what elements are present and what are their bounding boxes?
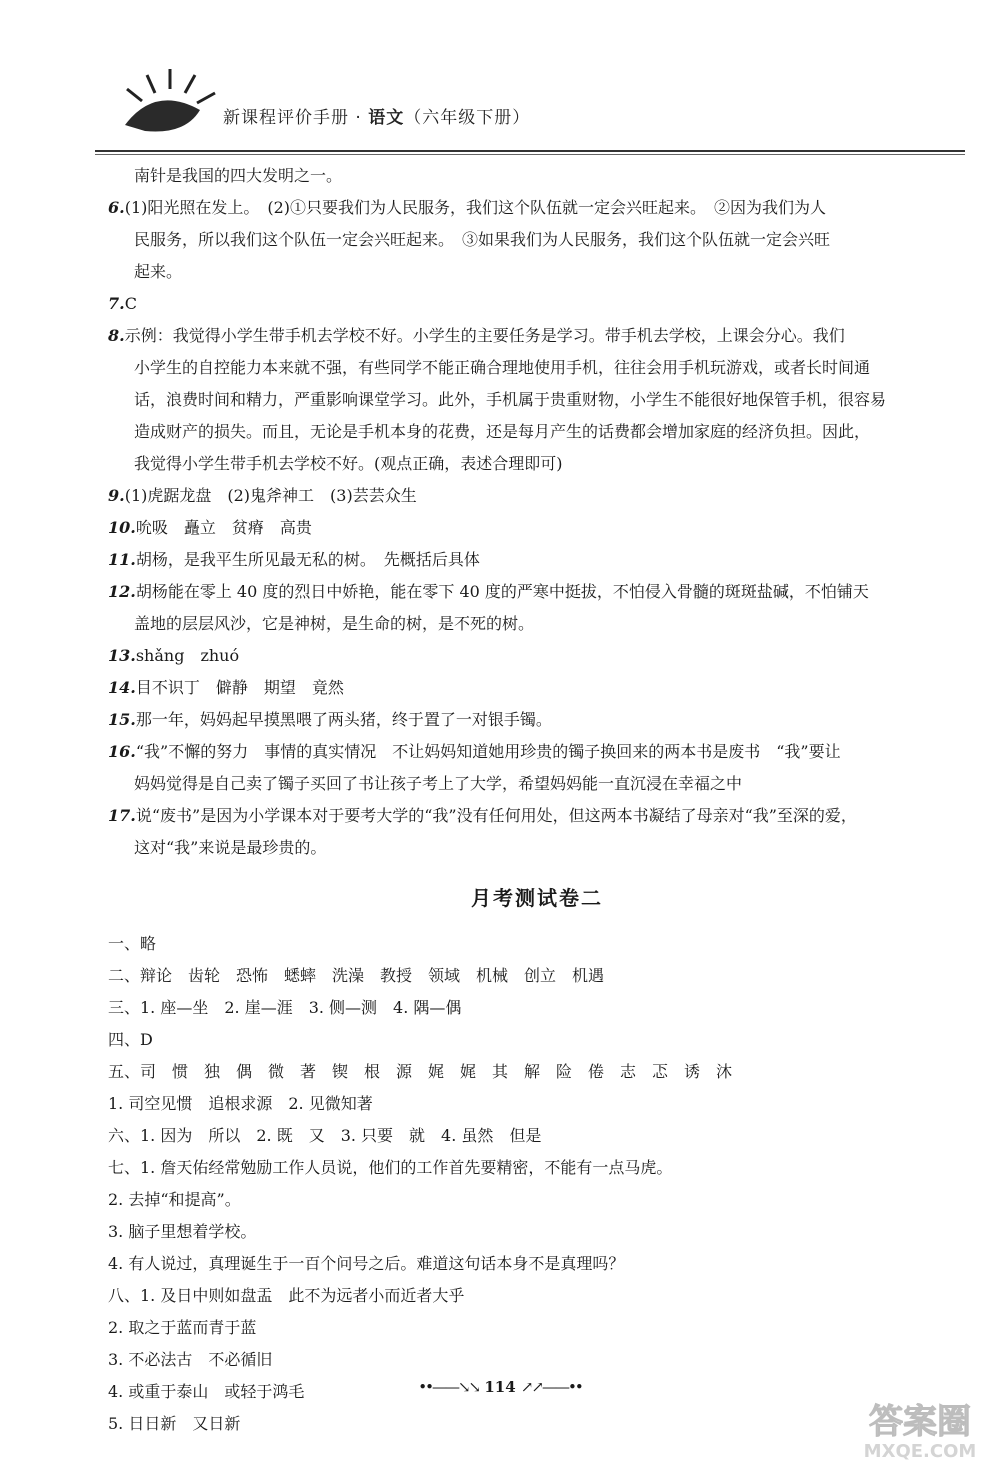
answer-text: 小学生的自控能力本来就不强，有些同学不能正确合理地使用手机，往往会用手机玩游戏，或者长时间通 [134,358,871,377]
answer-text: 四、D [108,1030,153,1049]
section-title: 月考测试卷二 [471,886,603,910]
watermark-text-bottom: MXQE.COM [863,1441,977,1462]
footer-deco-left: ••——↘↘ [418,1378,480,1396]
answer-text: 起来。 [134,262,183,281]
answer-content [108,160,966,1440]
question-number: 8. [108,326,125,345]
question-number: 6. [108,198,125,217]
answer-line [108,224,966,256]
answer-text: 4. 或重于泰山 或轻于鸿毛 [108,1382,305,1401]
question-number: 7. [108,294,125,313]
answer-line [108,1024,966,1056]
answer-line [108,256,966,288]
answer-line [108,800,966,832]
answer-line [108,352,966,384]
answer-line [108,704,966,736]
answer-text: 2. 去掉“和提高”。 [108,1190,241,1209]
header-subject: 语文 [368,108,405,128]
answer-text: 3. 脑子里想着学校。 [108,1222,257,1241]
page-footer [0,1378,1000,1396]
answer-line [108,1056,966,1088]
header-title-prefix: 新课程评价手册 · [223,108,369,128]
answer-line [108,960,966,992]
question-number: 11. [108,550,136,569]
answer-text: 五、司 惯 独 偶 微 著 锲 根 源 娓 娓 其 解 险 倦 志 忑 诱 沐 [108,1062,733,1081]
answer-line [108,1120,966,1152]
answer-text: 5. 日日新 又日新 [108,1414,241,1433]
question-number: 16. [108,742,136,761]
answer-line [108,832,966,864]
answer-text: 示例：我觉得小学生带手机去学校不好。小学生的主要任务是学习。带手机去学校，上课会分心。我们 [124,326,845,345]
answer-text: 二、辩论 齿轮 恐怖 蟋蟀 洗澡 教授 领域 机械 创立 机遇 [108,966,605,985]
question-number: 14. [108,678,136,697]
answer-text: 胡杨，是我平生所见最无私的树。 先概括后具体 [135,550,480,569]
answer-line [108,1312,966,1344]
header-title [223,103,530,128]
answer-text: 1. 司空见惯 追根求源 2. 见微知著 [108,1094,373,1113]
answer-text: 南针是我国的四大发明之一。 [134,166,343,185]
footer-deco-right: ↗↗——•• [520,1378,582,1396]
answer-line [108,576,966,608]
answer-line [108,1248,966,1280]
answer-line [108,544,966,576]
answer-text: 民服务，所以我们这个队伍一定会兴旺起来。 ③如果我们为人民服务，我们这个队伍就一定会兴旺 [134,230,831,249]
answer-text: (1)虎踞龙盘 (2)鬼斧神工 (3)芸芸众生 [124,486,417,505]
page-header [95,55,965,135]
answer-text: 八、1. 及日中则如盘盂 此不为远者小而近者大乎 [108,1286,465,1305]
answer-text: 那一年，妈妈起早摸黑喂了两头猪，终于置了一对银手镯。 [135,710,552,729]
answer-text: 一、略 [108,934,157,953]
answer-line [108,480,966,512]
answer-text: 三、1. 座—坐 2. 崖—涯 3. 侧—测 4. 隅—偶 [108,998,462,1017]
answer-line [108,416,966,448]
answer-line [108,448,966,480]
answer-line [108,512,966,544]
question-number: 9. [108,486,125,505]
answer-line [108,1344,966,1376]
watermark-text-top: 答案圈 [869,1402,971,1442]
answer-line [108,288,966,320]
answer-text: 3. 不必法古 不必循旧 [108,1350,273,1369]
answer-text: 我觉得小学生带手机去学校不好。(观点正确，表述合理即可) [134,454,563,473]
header-rule-thin [95,154,965,155]
answer-line [108,672,966,704]
question-number: 15. [108,710,136,729]
answer-text: 这对“我”来说是最珍贵的。 [134,838,327,857]
answer-text: C [124,294,137,313]
question-number: 10. [108,518,136,537]
answer-line [108,1184,966,1216]
watermark-logo [840,1395,1000,1462]
answer-line [108,928,966,960]
answer-text: 胡杨能在零上 40 度的烈日中娇艳，能在零下 40 度的严寒中挺拔，不怕侵入骨髓的斑斑盐碱，不怕铺天 [135,582,869,601]
answer-text: 话，浪费时间和精力，严重影响课堂学习。此外，手机属于贵重财物，小学生不能很好地保管手机，很容易 [134,390,887,409]
answer-text: 七、1. 詹天佑经常勉励工作人员说，他们的工作首先要精密，不能有一点马虎。 [108,1158,673,1177]
answer-line [108,736,966,768]
answer-line [108,1280,966,1312]
question-number: 17. [108,806,136,825]
sun-logo-icon [115,65,225,135]
answer-line [108,384,966,416]
header-title-suffix: （六年级下册） [404,108,531,128]
answer-line [108,768,966,800]
answer-line [108,992,966,1024]
answer-line [108,192,966,224]
answer-line [108,1408,966,1440]
answer-text: 六、1. 因为 所以 2. 既 又 3. 只要 就 4. 虽然 但是 [108,1126,542,1145]
answer-text: 说“废书”是因为小学课本对于要考大学的“我”没有任何用处，但这两本书凝结了母亲对“我”至深的爱， [135,806,857,825]
answer-line [108,320,966,352]
answer-text: (1)阳光照在发上。 (2)①只要我们为人民服务，我们这个队伍就一定会兴旺起来。 ②因为我们为人 [124,198,827,217]
answer-text: 吮吸 矗立 贫瘠 高贵 [135,518,312,537]
question-number: 12. [108,582,136,601]
answer-line [108,1152,966,1184]
page-number: 114 [484,1378,516,1396]
answer-text: “我”不懈的努力 事情的真实情况 不让妈妈知道她用珍贵的镯子换回来的两本书是废书 “我”要让 [135,742,841,761]
answer-text: 4. 有人说过，真理诞生于一百个问号之后。难道这句话本身不是真理吗？ [108,1254,625,1273]
answer-line [108,640,966,672]
answer-text: 目不识丁 僻静 期望 竟然 [135,678,344,697]
question-number: 13. [108,646,136,665]
answer-line [108,1088,966,1120]
answer-text: 造成财产的损失。而且，无论是手机本身的花费，还是每月产生的话费都会增加家庭的经济负担。因此， [134,422,871,441]
answers-part2 [108,928,966,1440]
answers-part1 [108,160,966,864]
answer-line [108,608,966,640]
answer-text: 妈妈觉得是自己卖了镯子买回了书让孩子考上了大学，希望妈妈能一直沉浸在幸福之中 [134,774,743,793]
answer-line [108,1216,966,1248]
answer-text: shǎng zhuó [135,646,240,665]
header-rule [95,150,965,152]
answer-line [108,160,966,192]
answer-text: 2. 取之于蓝而青于蓝 [108,1318,257,1337]
answer-text: 盖地的层层风沙，它是神树，是生命的树，是不死的树。 [134,614,535,633]
